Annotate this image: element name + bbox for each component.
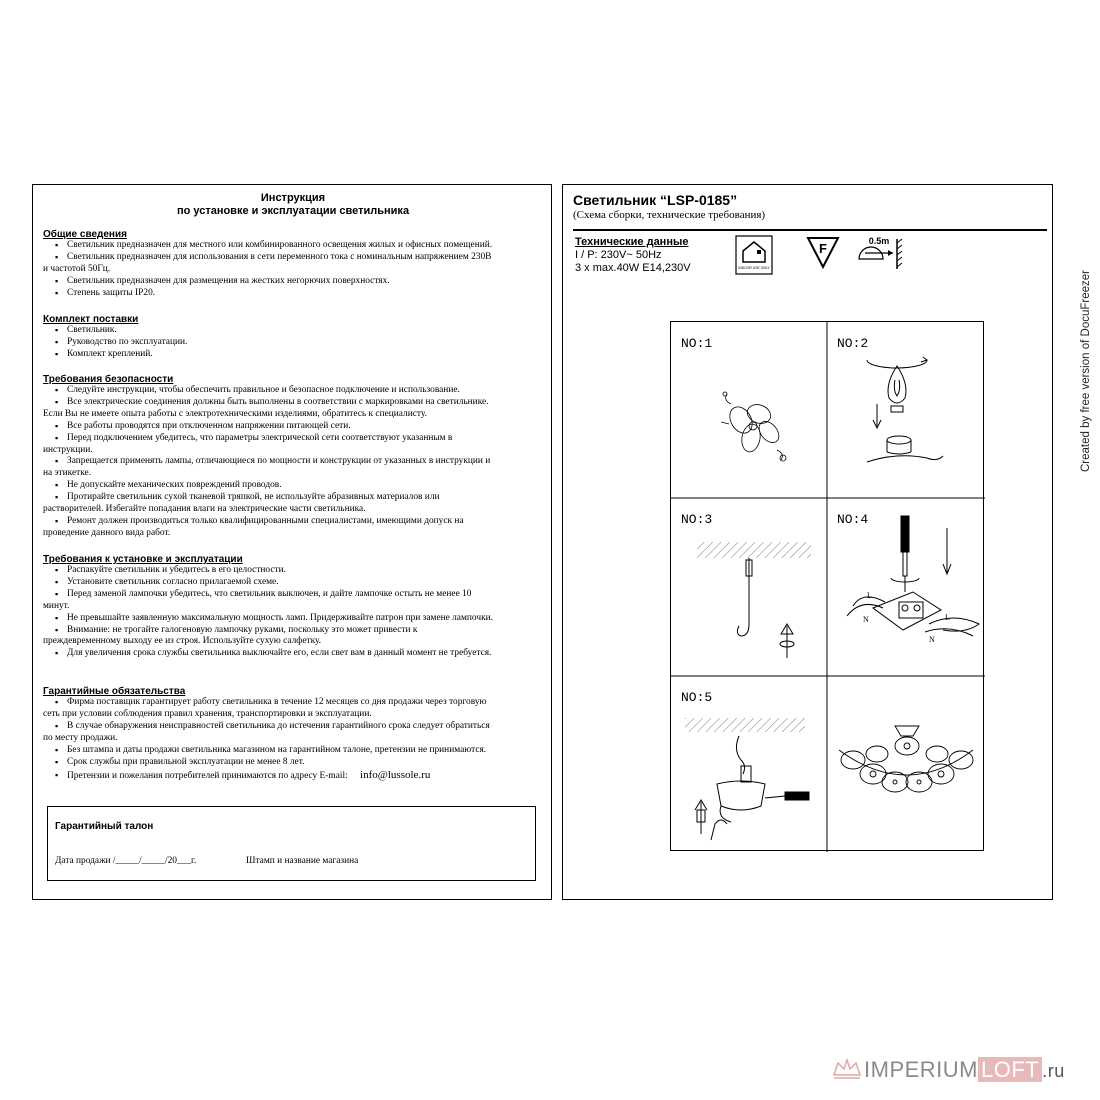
tech-voltage: I / P: 230V~ 50Hz — [575, 249, 662, 261]
list-item: ▪ Все электрические соединения должны быть выполнены в соответствии с маркировками на светильнике. — [43, 397, 545, 409]
distance-label: 0.5m — [868, 236, 890, 246]
section-package — [43, 314, 545, 361]
list-item: ▪ Светильник предназначен для размещения на жестких негорючих поверхностях. — [43, 276, 545, 288]
crown-icon — [830, 1057, 864, 1081]
list-item: ▪ Ремонт должен производиться только квалифицированными специалистами, имеющими допуск на — [43, 516, 545, 528]
step-6-cell — [827, 676, 983, 852]
list-item: ▪ Перед заменой лампочки убедитесь, что светильник выключен, и дайте лампочке остыть не менее 10 — [43, 589, 545, 601]
list-item: ▪ Степень защиты IP20. — [43, 288, 545, 300]
list-item: ▪ Следуйте инструкции, чтобы обеспечить правильное и безопасное подключение и использование. — [43, 385, 545, 397]
list-item: ▪ Перед подключением убедитесь, что параметры электрической сети соответствуют указанным в — [43, 433, 545, 445]
list-item: ▪ Установите светильник согласно прилагаемой схеме. — [43, 577, 545, 589]
wire-label: L — [945, 613, 950, 622]
doc-title-line1: Инструкция — [260, 192, 326, 204]
brand-loft: LOFT — [978, 1057, 1042, 1082]
step-label: NO:2 — [837, 336, 869, 351]
mounting-illustration — [681, 714, 821, 850]
indoor-use-icon — [735, 235, 773, 275]
step-3-cell — [671, 498, 827, 674]
doc-title-line2: по установке и эксплуатации светильника — [176, 205, 410, 217]
step-4-cell — [827, 498, 983, 674]
list-item: ▪ Без штампа и даты продажи светильника магазином на гарантийном талоне, претензии не принимаются. — [43, 745, 545, 757]
tech-data — [575, 236, 691, 275]
section-heading: Общие сведения — [43, 229, 127, 240]
brand-domain: .ru — [1042, 1061, 1065, 1081]
list-item: ▪ Фирма поставщик гарантирует работу светильника в течение 12 месяцев со дня продажи через торговую — [43, 697, 545, 709]
f-mark-icon — [806, 236, 840, 270]
section-heading: Комплект поставки — [43, 314, 139, 325]
list-item-continuation: сеть при условии соблюдения правил хранения, транспортировки и эксплуатации. — [43, 708, 372, 719]
contact-text: Претензии и пожелания потребителей принимаются по адресу E-mail: — [67, 771, 348, 782]
list-item-continuation: и частотой 50Гц. — [43, 263, 111, 274]
brand-logo — [830, 1057, 1065, 1083]
list-item-continuation: преждевременному выходу ее из строя. Используйте сухую салфетку. — [43, 636, 322, 647]
sale-date-field: Дата продажи /_____/_____/20___г. — [55, 856, 197, 866]
section-general — [43, 229, 545, 300]
section-heading: Требования безопасности — [43, 374, 174, 385]
step-label: NO:3 — [681, 512, 713, 527]
step-label: NO:1 — [681, 336, 713, 351]
list-item: ▪ Светильник предназначен для местного или комбинированного освещения жилых и офисных помещений. — [43, 240, 545, 252]
section-safety — [43, 374, 545, 540]
finished-lamp-illustration — [833, 716, 979, 816]
list-item-continuation: инструкции. — [43, 444, 93, 455]
list-item: ▪ Запрещается применять лампы, отличающиеся по мощности и конструкции от указанных в инструкции и — [43, 456, 545, 468]
list-item-continuation: минут. — [43, 600, 70, 611]
list-item: ▪ Срок службы при правильной эксплуатации не менее 8 лет. — [43, 757, 545, 769]
list-item-continuation: по месту продажи. — [43, 732, 118, 743]
list-item: ▪ Не допускайте механических повреждений проводов. — [43, 480, 545, 492]
list-item: ▪ Комплект креплений. — [43, 349, 545, 361]
wire-label: N — [863, 615, 869, 624]
f-mark-label: F — [819, 241, 827, 256]
section-heading: Гарантийные обязательства — [43, 686, 186, 697]
section-warranty — [43, 686, 545, 783]
list-item: ▪ Светильник. — [43, 325, 545, 337]
list-item-continuation: растворителей. Избегайте попадания влаги на электрические части светильника. — [43, 504, 366, 515]
bulb-install-illustration — [837, 340, 977, 490]
card-title: Гарантийный талон — [55, 821, 154, 832]
min-distance-icon — [855, 233, 907, 273]
list-item-continuation: проведение данного вида работ. — [43, 527, 171, 538]
list-item-continuation: на этикетке. — [43, 468, 92, 479]
list-item: ▪ В случае обнаружения неисправностей светильника до истечения гарантийного срока следует обратиться — [43, 721, 545, 733]
instruction-page — [32, 184, 552, 900]
brand-imperium: IMPERIUM — [864, 1057, 978, 1082]
step-label: NO:5 — [681, 690, 713, 705]
list-item: ▪ Внимание: не трогайте галогеновую лампочку руками, поскольку это может привести к — [43, 625, 545, 637]
product-subtitle: (Схема сборки, технические требования) — [573, 209, 766, 221]
product-title: Светильник “LSP-0185” — [573, 192, 738, 208]
wiring-illustration — [833, 512, 981, 668]
stamp-label: Штамп и название магазина — [246, 856, 359, 866]
warranty-card — [47, 806, 536, 881]
step-2-cell — [827, 322, 983, 498]
list-item: ▪ Для увеличения срока службы светильника выключайте его, если свет вам в данный момент не требуется. — [43, 648, 545, 660]
list-item: ▪ Протирайте светильник сухой тканевой тряпкой, не используйте абразивных материалов или — [43, 492, 545, 504]
section-heading: Требования к установке и эксплуатации — [43, 554, 243, 565]
ceiling-hook-illustration — [691, 538, 817, 668]
list-item: ▪ Распакуйте светильник и убедитесь в его целостности. — [43, 565, 545, 577]
tech-heading: Технические данные — [575, 236, 689, 248]
list-item-continuation: Если Вы не имеете опыта работы с электротехническими изделиями, обратитесь к специалисту. — [43, 408, 427, 419]
tech-power: 3 x max.40W E14,230V — [575, 262, 691, 274]
wire-label: L — [867, 591, 872, 600]
step-5-cell — [671, 676, 827, 852]
list-item: ▪ Не превышайте заявленную максимальную мощность ламп. Придерживайте патрон при замене лампочки. — [43, 613, 545, 625]
divider — [573, 229, 1047, 231]
list-item — [43, 770, 545, 783]
contact-email[interactable]: info@lussole.ru — [360, 769, 431, 782]
docufreezer-watermark: Created by free version of DocuFreezer — [1080, 270, 1092, 472]
list-item: ▪ Руководство по эксплуатации. — [43, 337, 545, 349]
wire-label: N — [929, 635, 935, 644]
step-label: NO:4 — [837, 512, 869, 527]
indoor-icon-label: INDOOR USE ONLY — [738, 266, 770, 270]
assembly-diagram-grid — [670, 321, 984, 851]
flower-parts-illustration — [711, 382, 801, 472]
list-item: ▪ Все работы проводятся при отключенном напряжении питающей сети. — [43, 421, 545, 433]
step-1-cell — [671, 322, 827, 498]
section-install — [43, 554, 545, 660]
list-item: ▪ Светильник предназначен для использования в сети переменного тока с номинальным напряжением 230В — [43, 252, 545, 264]
